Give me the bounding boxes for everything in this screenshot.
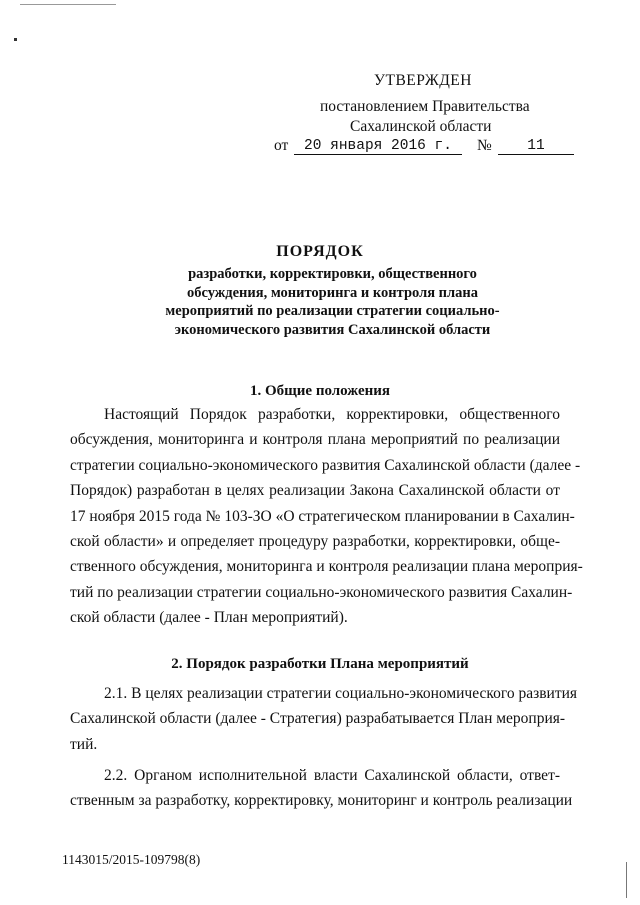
number-value: 11	[498, 138, 574, 155]
section-1-paragraph	[70, 402, 583, 631]
paragraph-line: ской области (далее - План мероприятий).	[70, 609, 348, 627]
paragraph-line: стратегии социально-экономического развития Сахалинской области (далее -	[70, 456, 581, 474]
scan-mark-corner	[14, 38, 17, 41]
approved-title: УТВЕРЖДЕН	[374, 72, 472, 89]
paragraph-line: 17 ноября 2015 года № 103-ЗО «О стратегическом планировании в Сахалин-	[70, 507, 575, 525]
section-2-heading: 2. Порядок разработки Плана мероприятий	[171, 656, 469, 672]
approved-by-line: постановлением Правительства	[320, 98, 530, 115]
scan-mark-top	[20, 4, 116, 5]
paragraph-line: ской области» и определяет процедуру разработки, корректировки, обще-	[70, 533, 560, 551]
paragraph-line: тий.	[70, 735, 98, 753]
document-code: 1143015/2015-109798(8)	[62, 852, 201, 867]
date-prefix: от	[274, 137, 289, 154]
paragraph-line: 2.1. В целях реализации стратегии социально-экономического развития	[104, 685, 578, 702]
section-1-heading: 1. Общие положения	[249, 383, 391, 399]
paragraph-line: ственным за разработку, корректировку, мониторинг и контроль реализации	[70, 792, 573, 810]
document-title: ПОРЯДОК	[276, 243, 364, 260]
subtitle-line: разработки, корректировки, общественного	[188, 266, 477, 282]
paragraph-line: ственного обсуждения, мониторинга и контроля реализации плана мероприя-	[70, 558, 583, 576]
date-number-row	[274, 137, 574, 157]
approved-authority-line: Сахалинской области	[350, 118, 492, 135]
document-subtitle	[150, 265, 515, 339]
paragraph-line: тий по реализации стратегии социально-экономического развития Сахалин-	[70, 583, 573, 601]
scan-mark-right	[626, 862, 627, 898]
paragraph-line: Сахалинской области (далее - Стратегия) разрабатывается План мероприя-	[70, 710, 566, 728]
subtitle-line: обсуждения, мониторинга и контроля плана	[186, 284, 479, 301]
paragraph-line: Настоящий Порядок разработки, корректировки, общественного	[104, 406, 560, 423]
subtitle-line: мероприятий по реализации стратегии социально-	[165, 303, 500, 319]
paragraph-2-1	[70, 681, 578, 757]
paragraph-line: обсуждения, мониторинга и контроля плана мероприятий по реализации	[70, 431, 560, 449]
date-value: 20 января 2016 г.	[294, 138, 462, 155]
subtitle-line: экономического развития Сахалинской области	[174, 321, 491, 338]
paragraph-line: 2.2. Органом исполнительной власти Сахалинской области, ответ-	[104, 767, 560, 784]
number-prefix: №	[477, 137, 492, 154]
paragraph-line: Порядок) разработан в целях реализации Закона Сахалинской области от	[70, 482, 560, 500]
paragraph-2-2	[70, 763, 573, 814]
